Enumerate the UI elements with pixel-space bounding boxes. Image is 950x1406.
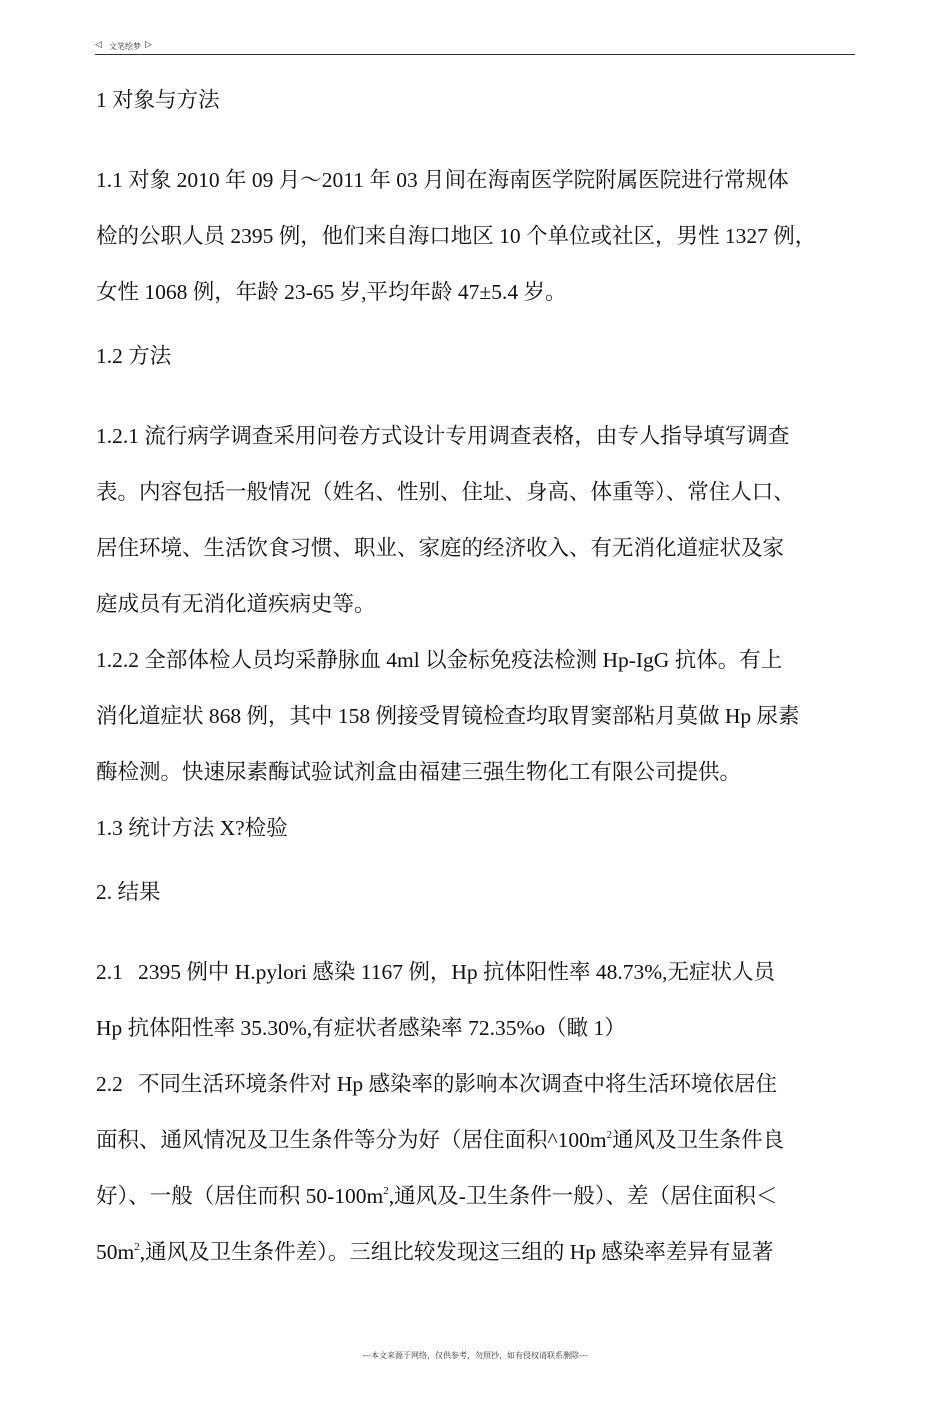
section-2-1-text: 2395 例中 H.pylori 感染 1167 例，Hp 抗体阳性率 48.73%,无症状人员 — [138, 960, 776, 984]
section-1-2-1-line-1: 1.2.1 流行病学调查采用问卷方式设计专用调查表格，由专人指导填写调查 — [96, 424, 790, 448]
section-1-2-1-line-2: 表。内容包括一般情况（姓名、性别、住址、身高、体重等）、常住人口、 — [96, 480, 795, 504]
section-2-2-text: 不同生活环境条件对 Hp 感染率的影响本次调查中将生活环境依居住 — [138, 1072, 778, 1096]
section-1-1-line-3: 女性 1068 例，年龄 23-65 岁,平均年龄 47±5.4 岁。 — [96, 280, 567, 304]
section-1-2-2-line-1: 1.2.2 全部体检人员均采静脉血 4ml 以金标免疫法检测 Hp-IgG 抗体。有上 — [96, 648, 783, 672]
section-2-2-number: 2.2 — [96, 1072, 123, 1096]
section-2-1-number: 2.1 — [96, 960, 123, 984]
right-triangle-icon: ▷ — [145, 40, 152, 50]
left-triangle-icon: ◁ — [95, 40, 102, 50]
superscript: 2 — [383, 1185, 389, 1197]
section-1-2-title: 1.2 方法 — [96, 344, 172, 368]
section-2-title: 2. 结果 — [96, 880, 161, 904]
section-1-2-2-line-2: 消化道症状 868 例，其中 158 例接受胃镜检查均取胃窦部粘月莫做 Hp 尿素 — [96, 704, 800, 728]
superscript: 2 — [134, 1241, 140, 1253]
section-2-1-line-2: Hp 抗体阳性率 35.30%,有症状者感染率 72.35%o（瞰 1） — [96, 1016, 626, 1040]
document-body — [96, 72, 866, 1280]
header-title: 文笔绘梦 — [109, 42, 141, 51]
section-1-1-line-1: 1.1 对象 2010 年 09 月〜2011 年 03 月间在海南医学院附属医院进行常规体 — [96, 168, 789, 192]
section-2-2-line-4: $50m^2$,通风及卫生条件差）。三组比较发现这三组的 Hp 感染率差异有显著 — [96, 1240, 774, 1264]
section-1-2-1-line-4: 庭成员有无消化道疾病史等。 — [96, 592, 376, 616]
section-2-2-line-1 — [96, 1056, 866, 1112]
section-2-2-line-2: 面积、通风情况及卫生条件等分为好（居住面积$\^{}100m^2$通风及卫生条件良 — [96, 1128, 785, 1152]
section-2-2-line-3: 好）、一般（居住而积 $50-100m^2$,通风及-卫生条件一般）、差（居住面积＜ — [96, 1184, 778, 1208]
section-1-1-line-2: 检的公职人员 2395 例，他们来自海口地区 10 个单位或社区，男性 1327 例， — [96, 224, 817, 248]
section-2-1-line-1 — [96, 944, 866, 1000]
section-1-2-2-line-3: 酶检测。快速尿素酶试验试剂盒由福建三强生物化工有限公司提供。 — [96, 760, 742, 784]
superscript: 2 — [606, 1129, 613, 1141]
section-1-title: 1 对象与方法 — [96, 88, 220, 112]
page-header — [95, 38, 855, 55]
section-1-3: 1.3 统计方法 X?检验 — [96, 816, 288, 840]
page-footer: ---本文来源于网络，仅供参考，勿照抄，如有侵权请联系删除--- — [362, 1351, 588, 1360]
section-1-2-1-line-3: 居住环境、生活饮食习惯、职业、家庭的经济收入、有无消化道症状及家 — [96, 536, 785, 560]
